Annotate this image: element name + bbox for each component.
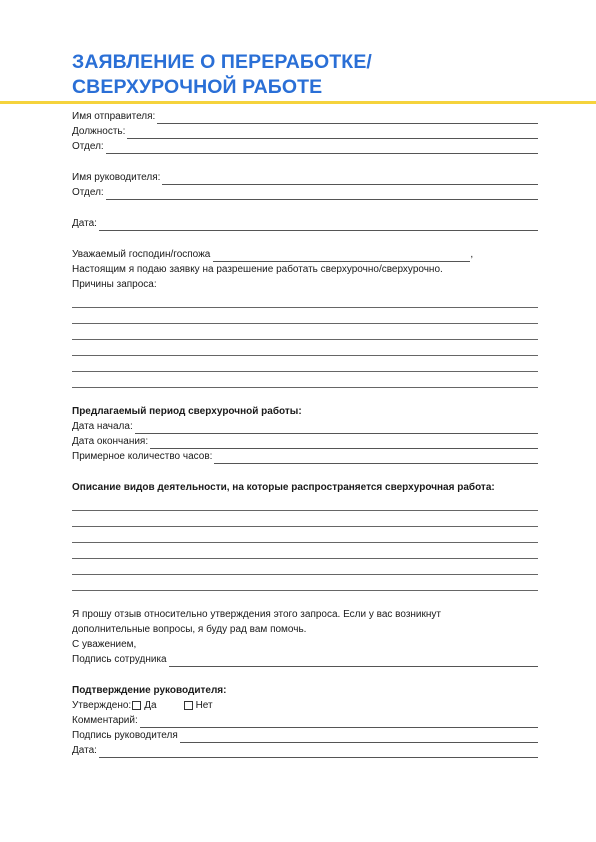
sender-position-field[interactable] [127, 127, 538, 139]
approved-label: Утверждено: [72, 700, 132, 711]
reasons-lines [72, 292, 538, 388]
form-body [72, 109, 538, 758]
reasons-line[interactable] [72, 308, 538, 324]
reasons-line[interactable] [72, 324, 538, 340]
approval-date-label: Дата: [72, 745, 97, 756]
activities-heading: Описание видов деятельности, на которые распространяется сверхурочная работа: [72, 482, 495, 493]
reasons-label: Причины запроса: [72, 279, 157, 290]
activities-line[interactable] [72, 495, 538, 511]
salutation-comma: , [470, 249, 474, 260]
comment-field[interactable] [140, 716, 538, 728]
manager-department-field[interactable] [106, 188, 538, 200]
salutation-label: Уважаемый господин/госпожа [72, 249, 211, 260]
approval-date-field[interactable] [99, 746, 538, 758]
manager-name-row [72, 170, 538, 185]
approve-no-option[interactable] [183, 698, 213, 713]
reasons-line[interactable] [72, 356, 538, 372]
approve-yes-option[interactable] [131, 698, 156, 713]
start-date-label: Дата начала: [72, 421, 133, 432]
sender-department-row [72, 139, 538, 154]
title-line-2: СВЕРХУРОЧНОЙ РАБОТЕ [72, 76, 323, 98]
date-row [72, 216, 538, 231]
sender-name-field[interactable] [157, 112, 538, 124]
activities-lines [72, 495, 538, 591]
reasons-label-row [72, 277, 538, 292]
approval-heading-row [72, 683, 538, 698]
sender-name-row [72, 109, 538, 124]
end-date-field[interactable] [150, 437, 538, 449]
period-heading-row [72, 404, 538, 419]
sender-name-label: Имя отправителя: [72, 111, 156, 122]
sender-position-label: Должность: [72, 126, 126, 137]
activities-line[interactable] [72, 559, 538, 575]
yes-checkbox[interactable] [132, 701, 141, 710]
hours-row [72, 449, 538, 464]
manager-name-label: Имя руководителя: [72, 172, 161, 183]
manager-signature-label: Подпись руководителя [72, 730, 178, 741]
period-heading: Предлагаемый период сверхурочной работы: [72, 406, 302, 417]
addressee-field[interactable] [213, 251, 470, 262]
reasons-line[interactable] [72, 292, 538, 308]
reasons-line[interactable] [72, 372, 538, 388]
accent-divider [0, 101, 596, 104]
sender-department-label: Отдел: [72, 141, 104, 152]
end-date-label: Дата окончания: [72, 436, 149, 447]
approved-row [72, 698, 538, 713]
manager-signature-field[interactable] [180, 731, 538, 743]
title-line-1: ЗАЯВЛЕНИЕ О ПЕРЕРАБОТКЕ/ [72, 51, 372, 73]
employee-signature-label: Подпись сотрудника [72, 654, 167, 665]
activities-line[interactable] [72, 511, 538, 527]
closing-paragraph [72, 607, 538, 652]
activities-line[interactable] [72, 527, 538, 543]
document-title [72, 50, 372, 100]
date-label: Дата: [72, 218, 97, 229]
manager-department-row [72, 185, 538, 200]
start-date-row [72, 419, 538, 434]
request-text-row [72, 262, 538, 277]
closing-line-1: Я прошу отзыв относительно утверждения этого запроса. Если у вас возникнут [72, 609, 441, 620]
activities-line[interactable] [72, 575, 538, 591]
manager-signature-row [72, 728, 538, 743]
activities-heading-row [72, 480, 538, 495]
comment-row [72, 713, 538, 728]
manager-department-label: Отдел: [72, 187, 104, 198]
sender-position-row [72, 124, 538, 139]
approval-heading: Подтверждение руководителя: [72, 685, 227, 696]
no-checkbox[interactable] [184, 701, 193, 710]
activities-line[interactable] [72, 543, 538, 559]
start-date-field[interactable] [135, 422, 538, 434]
request-text: Настоящим я подаю заявку на разрешение работать сверхурочно/сверхурочно. [72, 264, 443, 275]
yes-label: Да [144, 700, 157, 711]
hours-label: Примерное количество часов: [72, 451, 213, 462]
salutation-row [72, 247, 538, 262]
approval-date-row [72, 743, 538, 758]
hours-field[interactable] [214, 452, 538, 464]
closing-regards: С уважением, [72, 639, 137, 650]
employee-signature-field[interactable] [169, 655, 538, 667]
end-date-row [72, 434, 538, 449]
manager-name-field[interactable] [162, 173, 538, 185]
no-label: Нет [195, 700, 213, 711]
sender-department-field[interactable] [106, 142, 538, 154]
closing-line-2: дополнительные вопросы, я буду рад вам помочь. [72, 624, 307, 635]
date-field[interactable] [99, 219, 538, 231]
employee-signature-row [72, 652, 538, 667]
reasons-line[interactable] [72, 340, 538, 356]
comment-label: Комментарий: [72, 715, 138, 726]
